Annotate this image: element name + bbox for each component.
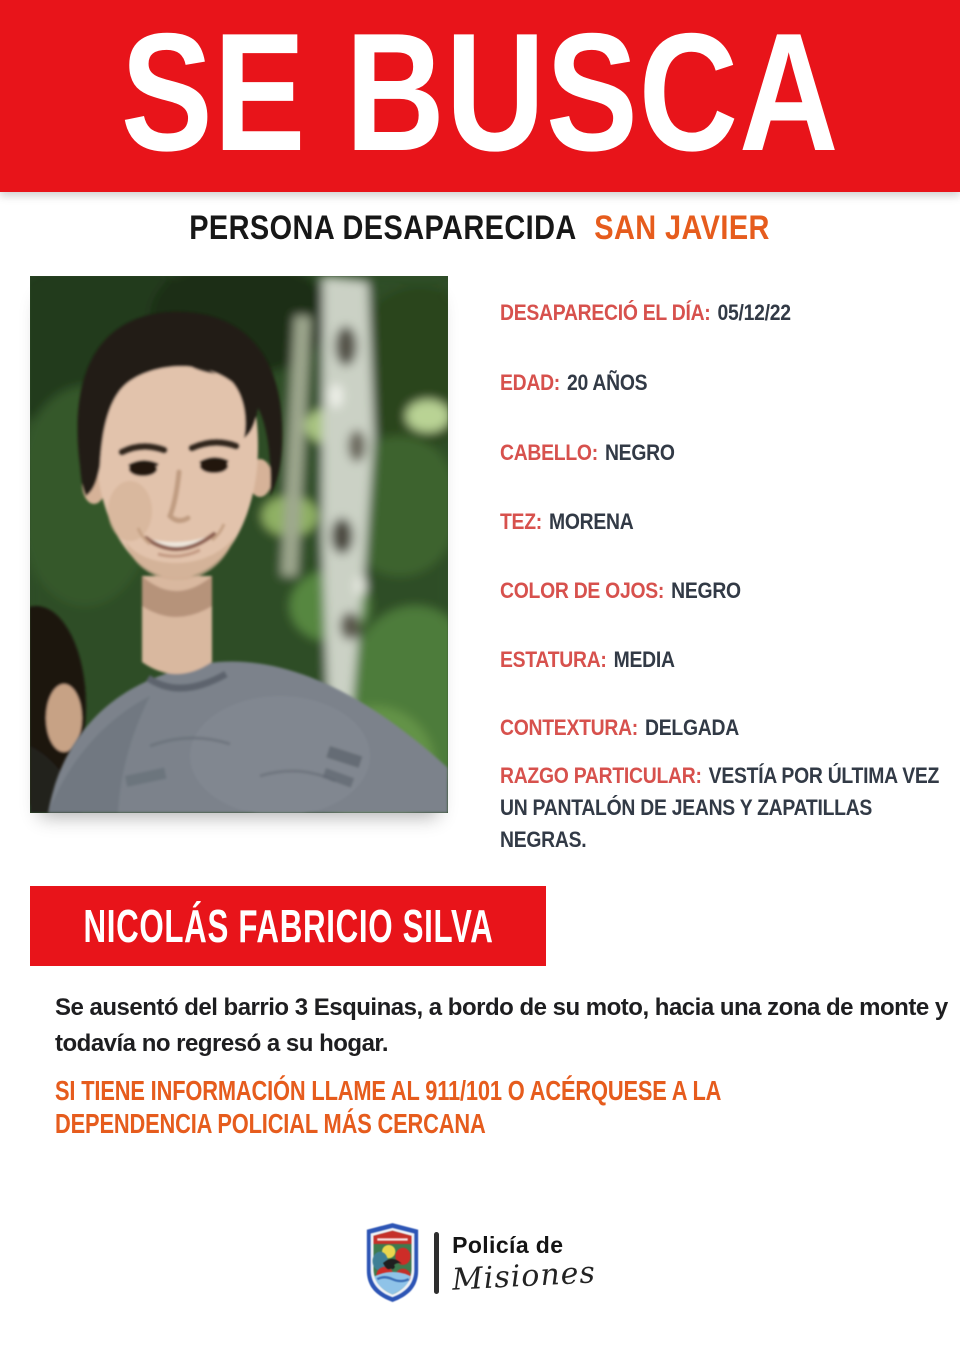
detail-row [500, 297, 955, 329]
detail-label: DESAPARECIÓ EL DÍA: [500, 300, 711, 325]
police-shield-icon [364, 1220, 421, 1306]
description-text: Se ausentó del barrio 3 Esquinas, a bordo de su moto, hacia una zona de monte y todavía no regresó a su hogar. [55, 994, 948, 1057]
detail-label: ESTATURA: [500, 647, 607, 672]
missing-person-name: NICOLÁS FABRICIO SILVA [82, 900, 494, 952]
police-logo [0, 1220, 960, 1306]
detail-value: 05/12/22 [717, 300, 791, 325]
detail-value: VESTÍA POR ÚLTIMA VEZ UN PANTALÓN DE JEANS Y ZAPATILLAS NEGRAS. [500, 763, 940, 852]
org-name-top: Policía de [452, 1231, 564, 1258]
detail-value: DELGADA [645, 715, 739, 740]
detail-label: CABELLO: [500, 440, 598, 465]
top-banner [0, 0, 960, 192]
detail-row [500, 367, 955, 399]
detail-label: COLOR DE OJOS: [500, 578, 665, 603]
detail-row [500, 437, 955, 469]
subtitle-text: PERSONA DESAPARECIDA [189, 209, 577, 247]
subtitle-location: SAN JAVIER [594, 209, 771, 247]
detail-row [500, 575, 955, 607]
detail-row [500, 760, 955, 856]
name-banner [30, 886, 546, 966]
detail-value: MORENA [549, 509, 634, 534]
detail-value: NEGRO [671, 578, 741, 603]
logo-divider [434, 1232, 439, 1294]
org-name [451, 1231, 597, 1298]
detail-label: CONTEXTURA: [500, 715, 638, 740]
detail-label: EDAD: [500, 370, 560, 395]
detail-value: 20 AÑOS [567, 370, 648, 395]
detail-label: RAZGO PARTICULAR: [500, 763, 702, 788]
detail-row [500, 644, 955, 676]
detail-label: TEZ: [500, 509, 542, 534]
subtitle [0, 206, 960, 257]
detail-row [500, 712, 955, 744]
detail-value: NEGRO [604, 440, 675, 465]
warning-text: SI TIENE INFORMACIÓN LLAME AL 911/101 O ACÉRQUESE A LA DEPENDENCIA POLICIAL MÁS CERCANA [55, 1075, 721, 1139]
portrait-illustration [30, 276, 448, 813]
missing-person-photo [30, 276, 448, 813]
org-name-script: Misiones [451, 1255, 597, 1298]
detail-row [500, 506, 955, 538]
poster-title: SE BUSCA [120, 0, 840, 186]
detail-value: MEDIA [613, 647, 675, 672]
